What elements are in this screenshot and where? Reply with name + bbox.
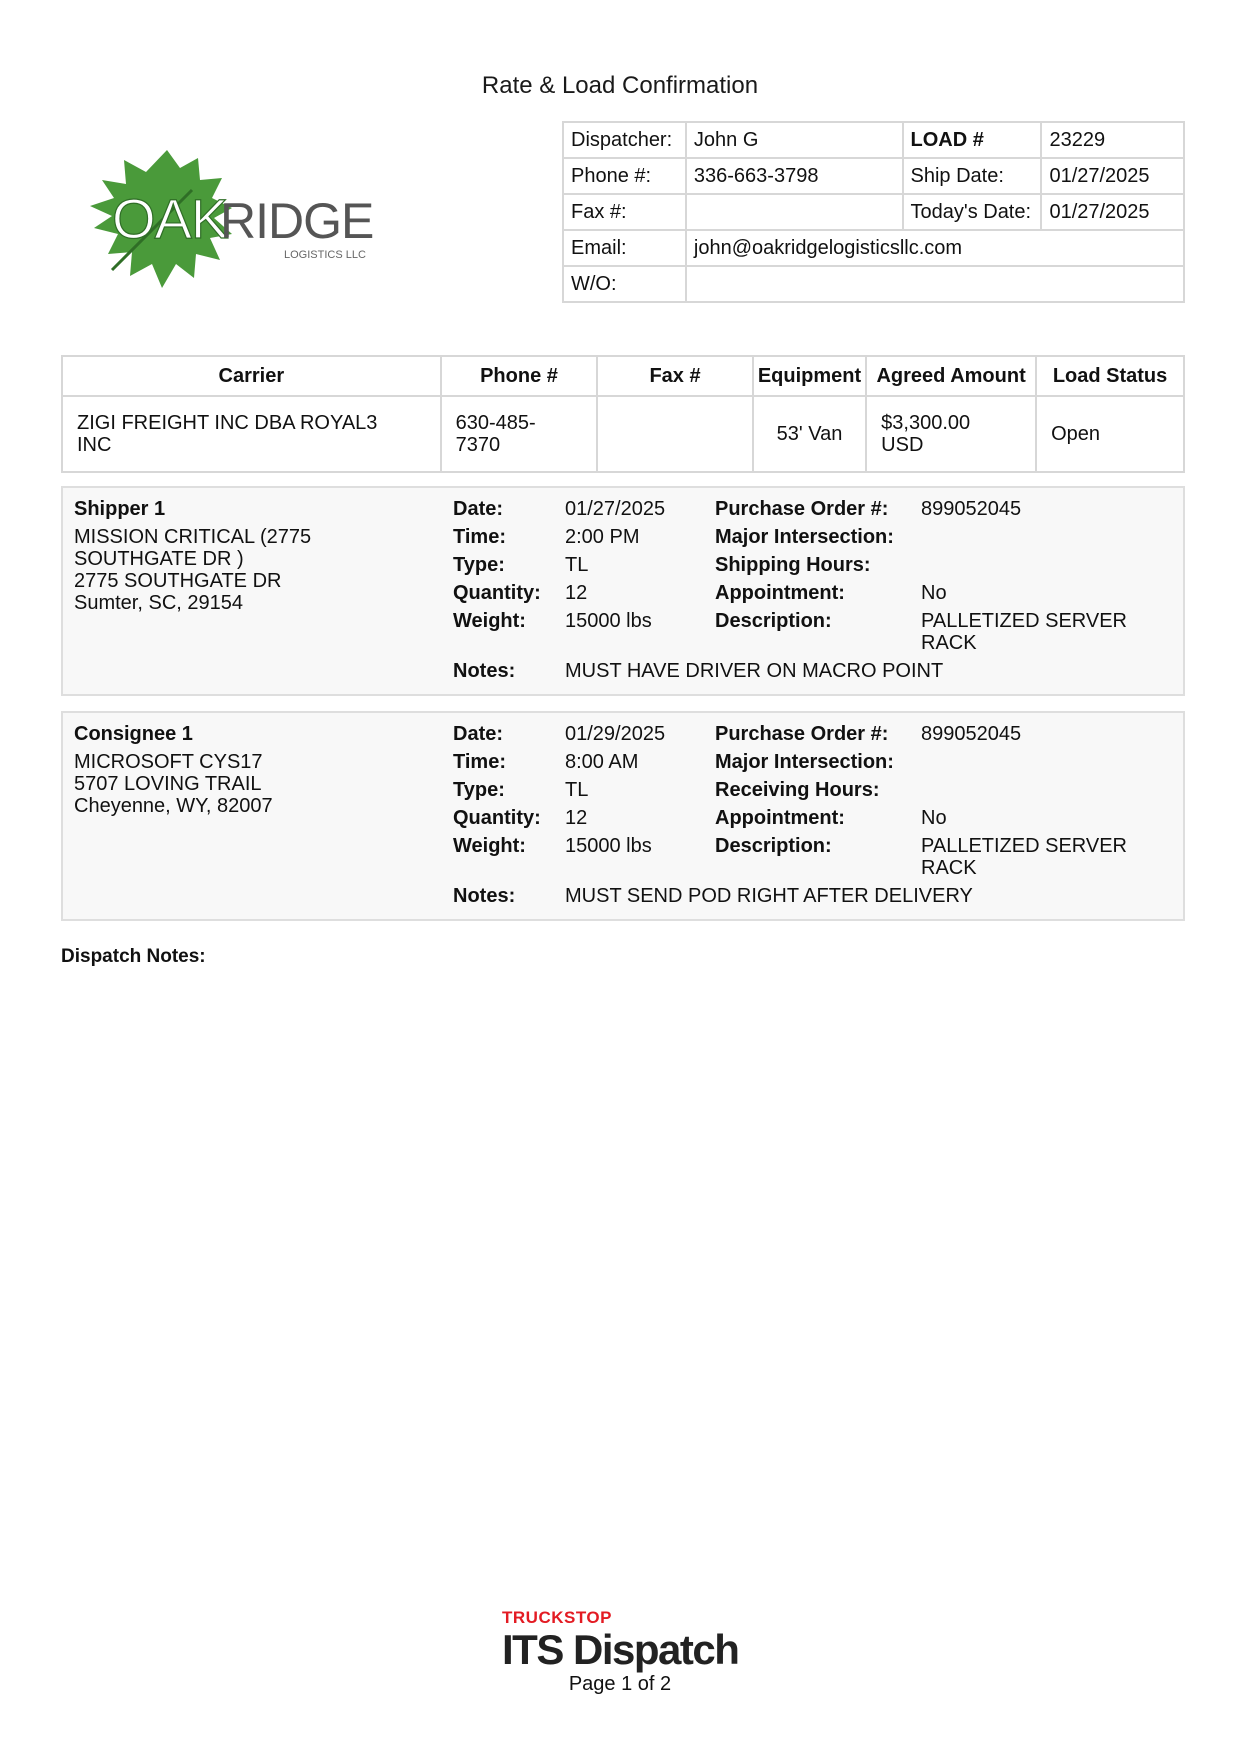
consignee-type: TL <box>565 779 589 801</box>
ship-date-value: 01/27/2025 <box>1041 158 1184 194</box>
consignee-appointment: No <box>921 807 947 829</box>
shipper-quantity: 12 <box>565 582 588 604</box>
ship-date-label: Ship Date: <box>903 158 1042 194</box>
shipper-notes: MUST HAVE DRIVER ON MACRO POINT <box>565 660 944 682</box>
shipper-weight-label: Weight: <box>453 610 526 632</box>
consignee-appointment-label: Appointment: <box>715 807 845 829</box>
shipper-name-line2: SOUTHGATE DR ) <box>74 548 244 570</box>
carrier-phone: 630-485- 7370 <box>441 396 598 472</box>
shipper-time: 2:00 PM <box>565 526 640 548</box>
column-header: Equipment <box>753 356 866 396</box>
wo-label: W/O: <box>563 266 686 302</box>
its-dispatch-wordmark: ITS Dispatch <box>502 1626 739 1673</box>
shipper-date-label: Date: <box>453 498 504 520</box>
oakridge-logo <box>72 150 417 300</box>
column-header: Load Status <box>1036 356 1184 396</box>
carrier-equipment: 53' Van <box>753 396 866 472</box>
column-header: Agreed Amount <box>866 356 1036 396</box>
dispatcher-value: John G <box>686 122 903 158</box>
logo-oak-text: OAK <box>112 187 228 250</box>
consignee-description: PALLETIZED SERVER RACK <box>921 835 1127 879</box>
consignee-po: 899052045 <box>921 723 1022 745</box>
consignee-quantity: 12 <box>565 807 588 829</box>
consignee-notes: MUST SEND POD RIGHT AFTER DELIVERY <box>565 885 973 907</box>
shipper-type-label: Type: <box>453 554 505 576</box>
carrier-name: ZIGI FREIGHT INC DBA ROYAL3 INC <box>62 396 441 472</box>
load-number-label: LOAD # <box>903 122 1042 158</box>
column-header: Phone # <box>441 356 598 396</box>
its-dispatch-logo <box>502 1608 742 1674</box>
page-number: Page 1 of 2 <box>568 1673 672 1695</box>
consignee-notes-label: Notes: <box>453 885 516 907</box>
shipper-type: TL <box>565 554 589 576</box>
shipper-appointment: No <box>921 582 947 604</box>
consignee-date-label: Date: <box>453 723 504 745</box>
shipper-intersection-label: Major Intersection: <box>715 526 894 548</box>
shipper-description-label: Description: <box>715 610 832 632</box>
shipper-address: 2775 SOUTHGATE DR <box>74 570 282 592</box>
email-value: john@oakridgelogisticsllc.com <box>686 230 1184 266</box>
phone-label: Phone #: <box>563 158 686 194</box>
dispatcher-label: Dispatcher: <box>563 122 686 158</box>
shipper-section <box>61 486 1185 696</box>
shipper-weight: 15000 lbs <box>565 610 652 632</box>
carrier-table-header <box>62 356 1184 396</box>
consignee-description-label: Description: <box>715 835 832 857</box>
shipper-po: 899052045 <box>921 498 1022 520</box>
shipper-name-line1: MISSION CRITICAL (2775 <box>74 526 312 548</box>
shipper-time-label: Time: <box>453 526 506 548</box>
shipper-heading: Shipper 1 <box>74 498 166 520</box>
consignee-intersection-label: Major Intersection: <box>715 751 894 773</box>
consignee-weight-label: Weight: <box>453 835 526 857</box>
carrier-fax <box>597 396 753 472</box>
fax-label: Fax #: <box>563 194 686 230</box>
shipper-description: PALLETIZED SERVER RACK <box>921 610 1127 654</box>
shipper-quantity-label: Quantity: <box>453 582 541 604</box>
carrier-table <box>61 355 1185 473</box>
table-row <box>62 396 1184 472</box>
consignee-po-label: Purchase Order #: <box>715 723 889 745</box>
shipper-city: Sumter, SC, 29154 <box>74 592 243 614</box>
consignee-type-label: Type: <box>453 779 505 801</box>
consignee-quantity-label: Quantity: <box>453 807 541 829</box>
consignee-address-block <box>74 723 444 817</box>
consignee-heading: Consignee 1 <box>74 723 193 745</box>
consignee-time-label: Time: <box>453 751 506 773</box>
consignee-address: 5707 LOVING TRAIL <box>74 773 262 795</box>
consignee-section <box>61 711 1185 921</box>
dispatch-info-table <box>562 121 1185 303</box>
truckstop-wordmark: TRUCKSTOP <box>502 1608 612 1627</box>
fax-value <box>686 194 903 230</box>
shipper-po-label: Purchase Order #: <box>715 498 889 520</box>
wo-value <box>686 266 1184 302</box>
document-title: Rate & Load Confirmation <box>481 72 759 99</box>
consignee-date: 01/29/2025 <box>565 723 666 745</box>
shipper-hours-label: Shipping Hours: <box>715 554 871 576</box>
consignee-time: 8:00 AM <box>565 751 639 773</box>
shipper-address-block <box>74 498 444 614</box>
column-header: Carrier <box>62 356 441 396</box>
shipper-notes-label: Notes: <box>453 660 516 682</box>
logo-ridge-text: RIDGE <box>220 193 374 249</box>
shipper-appointment-label: Appointment: <box>715 582 845 604</box>
agreed-amount: $3,300.00 USD <box>866 396 1036 472</box>
shipper-date: 01/27/2025 <box>565 498 666 520</box>
email-label: Email: <box>563 230 686 266</box>
column-header: Fax # <box>597 356 753 396</box>
load-number-value: 23229 <box>1041 122 1184 158</box>
consignee-weight: 15000 lbs <box>565 835 652 857</box>
load-status: Open <box>1036 396 1184 472</box>
consignee-hours-label: Receiving Hours: <box>715 779 880 801</box>
phone-value: 336-663-3798 <box>686 158 903 194</box>
todays-date-label: Today's Date: <box>903 194 1042 230</box>
dispatch-notes-label: Dispatch Notes: <box>61 946 206 967</box>
logo-sub-text: LOGISTICS LLC <box>284 249 366 261</box>
consignee-name: MICROSOFT CYS17 <box>74 751 263 773</box>
todays-date-value: 01/27/2025 <box>1041 194 1184 230</box>
consignee-city: Cheyenne, WY, 82007 <box>74 795 273 817</box>
